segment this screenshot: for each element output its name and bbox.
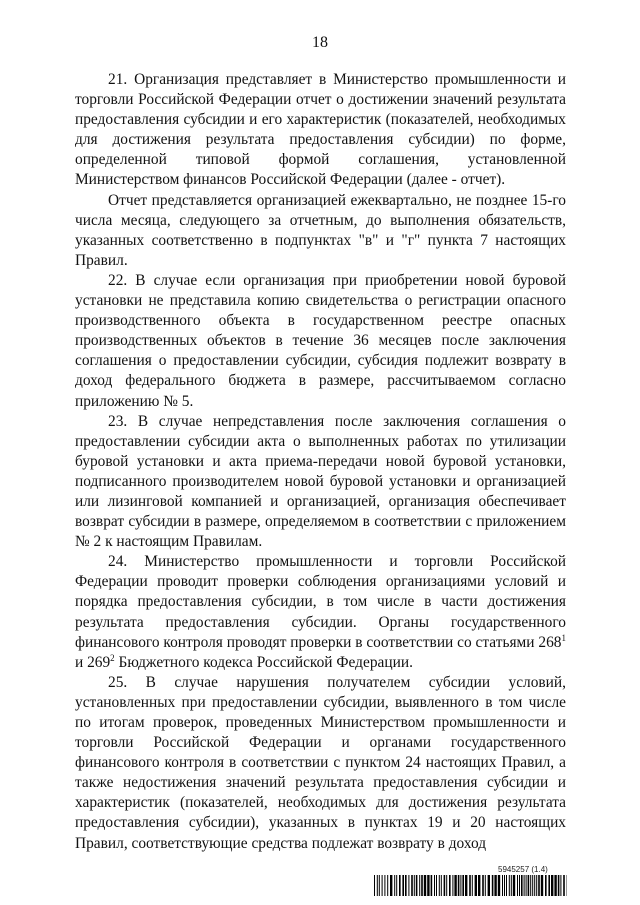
barcode-bar	[444, 875, 446, 896]
barcode-bar	[534, 875, 535, 896]
barcode-bar	[419, 875, 420, 896]
barcode-bar	[377, 875, 378, 896]
barcode-bar	[394, 875, 395, 896]
barcode-bar	[379, 875, 380, 896]
barcode-bar	[431, 875, 433, 896]
barcode-bar	[414, 875, 415, 896]
paragraph-23: 23. В случае непредставления после заключения соглашения о предоставлении субсидии акта о выполненных работах по утилизации буровой установки и акта приема-передачи новой буровой установки, подписанного производителем новой буровой установки и организацией или лизинговой компанией и организацией, организация обеспечивает возврат субсидии в размере, определяемом в соответствии с приложением № 2 к настоящим Правилам.	[75, 412, 566, 551]
barcode-bar	[536, 875, 537, 896]
barcode-bar	[530, 875, 531, 896]
barcode-bar	[521, 875, 523, 896]
barcode-bar	[548, 875, 550, 896]
barcode-bar	[424, 875, 426, 896]
page-number: 18	[312, 34, 328, 51]
paragraph-24-text-end: Бюджетного кодекса Российской Федерации.	[114, 653, 413, 671]
barcode-bar	[511, 875, 512, 896]
barcode-bar	[532, 875, 533, 896]
barcode-bar	[384, 875, 385, 896]
barcode-bar	[458, 875, 460, 896]
paragraph-25: 25. В случае нарушения получателем субсидии условий, установленных при предоставлении субсидии, выявленного в том числе по итогам проверок, проведенных Министерством промышленности и торговли Российской Федерации и органами государственного финансового контроля в соответствии с пунктом 24 настоящих Правил, а также недостижения значений результата предоставления субсидии и характеристик (показателей, необходимых для достижения результата предоставления субсидии), указанных в пунктах 19 и 20 настоящих Правил, соответствующие средства подлежат возврату в доход	[75, 673, 566, 852]
barcode-bar	[517, 875, 518, 896]
barcode-bar	[411, 875, 413, 896]
superscript-2: 2	[110, 652, 115, 663]
barcode-bar	[408, 875, 409, 896]
barcode-bar	[449, 875, 451, 896]
paragraph-22: 22. В случае если организация при приобретении новой буровой установки не представила копию свидетельства о регистрации опасного производственного объекта в государственном реестре опасных производственных объектов в течение 36 месяцев после заключения соглашения о предоставлении субсидии, субсидия подлежит возврату в доход федерального бюджета в размере, рассчитываемом согласно приложению № 5.	[75, 271, 566, 410]
barcode-bar	[478, 875, 480, 896]
barcode-bar	[452, 875, 453, 896]
barcode-bar	[434, 875, 435, 896]
barcode-bar	[416, 875, 418, 896]
barcode-bar	[460, 875, 461, 896]
barcode-bar	[488, 875, 490, 896]
barcode-bar	[436, 875, 437, 896]
barcode-bar	[382, 875, 383, 896]
barcode-bar	[494, 875, 496, 896]
barcode-bar	[439, 875, 440, 896]
paragraph-21: 21. Организация представляет в Министерство промышленности и торговли Российской Федерации отчет о достижении значений результата предоставления субсидии и его характеристик (показателей, необходимых для достижения результата предоставления субсидии) по форме, определенной типовой формой соглашения, установленной Министерством финансов Российской Федерации (далее - отчет).	[75, 71, 566, 189]
barcode-bar	[454, 875, 456, 896]
barcode-bar	[472, 875, 473, 896]
barcode-bar	[526, 875, 527, 896]
barcode-bar	[405, 875, 407, 896]
barcode-bar	[396, 875, 397, 896]
barcode-bar	[554, 875, 556, 896]
barcode-bar	[506, 875, 507, 896]
paragraph-24-text-middle: и 269	[75, 653, 111, 671]
paragraph-24-text: 24. Министерство промышленности и торговли Российской Федерации проводит проверки соблюдения организациями условий и порядка предоставления субсидии, в том числе в части достижения результата предоставления субсидии. Органы государственного финансового контроля проводят проверки в соответствии со статьями 268	[75, 553, 566, 651]
barcode	[374, 875, 567, 896]
document-body	[75, 70, 566, 854]
paragraph-24	[75, 552, 566, 673]
barcode-bar	[482, 875, 484, 896]
barcode-bar	[502, 875, 503, 896]
barcode-bar	[528, 875, 530, 896]
barcode-bar	[551, 875, 553, 896]
barcode-bar	[492, 875, 494, 896]
barcode-bar	[402, 875, 404, 896]
barcode-bar	[558, 875, 560, 896]
barcode-bar	[545, 875, 547, 896]
barcode-bar	[421, 875, 423, 896]
barcode-bar	[387, 875, 388, 896]
barcode-bar	[465, 875, 467, 896]
barcode-bar	[524, 875, 525, 896]
barcode-bar	[427, 875, 429, 896]
barcode-bar	[475, 875, 477, 896]
barcode-bar	[519, 875, 520, 896]
barcode-bar	[399, 875, 401, 896]
barcode-bar	[538, 875, 540, 896]
barcode-bar	[541, 875, 543, 896]
barcode-bar	[446, 875, 447, 896]
barcode-bar	[504, 875, 505, 896]
barcode-bar	[374, 875, 375, 896]
barcode-bar	[485, 875, 486, 896]
barcode-bar	[513, 875, 515, 896]
barcode-bar	[563, 875, 565, 896]
barcode-bar	[390, 875, 392, 896]
barcode-bar	[560, 875, 561, 896]
document-code: 5945257 (1.4)	[498, 865, 548, 874]
barcode-bar	[441, 875, 442, 896]
barcode-bar	[509, 875, 510, 896]
barcode-bar	[462, 875, 464, 896]
barcode-bar	[498, 875, 500, 896]
barcode-bar	[469, 875, 471, 896]
paragraph-21-report-deadline: Отчет представляется организацией ежеквартально, не позднее 15-го числа месяца, следующего за отчетным, до выполнения обязательств, указанных соответственно в подпунктах "в" и "г" пункта 7 настоящих Правил.	[75, 191, 566, 269]
superscript-1: 1	[561, 632, 566, 643]
